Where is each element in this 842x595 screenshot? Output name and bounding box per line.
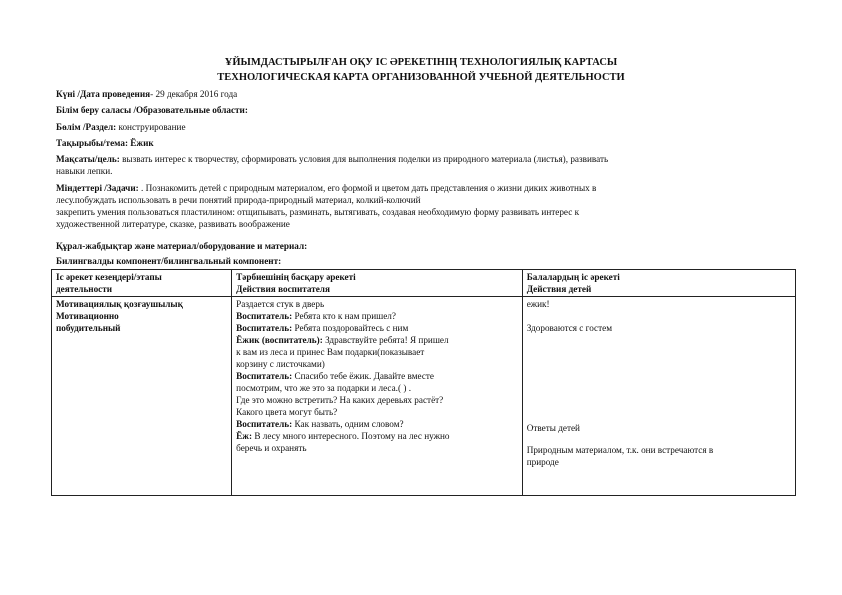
teacher-line-13: беречь и охранять [236, 443, 307, 453]
teacher-line-6: корзину с листочками) [236, 359, 325, 369]
teacher-line-5: к вам из леса и принес Вам подарки(показывает [236, 347, 425, 357]
teacher-line-10: Какого цвета могут быть? [236, 407, 338, 417]
children-line-5: природе [526, 457, 559, 467]
teacher-line-4-label: Ёжик (воспитатель): [236, 335, 323, 345]
teacher-line-11 [236, 418, 518, 430]
teacher-line-4-text: Здравствуйте ребята! Я пришел [322, 335, 449, 345]
teacher-line-9: Где это можно встретить? На каких деревьях растёт? [236, 395, 444, 405]
goal-value-1: вызвать интерес к творчеству, сформировать условия для выполнения поделки из природного материала (листья), развивать [119, 154, 609, 164]
teacher-line-3-text: Ребята поздоровайтесь с ним [292, 323, 409, 333]
tasks-value-2: лесу.побуждать использовать в речи понятий природа-природный материал, колкий-колючий [56, 195, 421, 205]
meta-area [56, 104, 796, 116]
teacher-line-1: Раздается стук в дверь [236, 299, 325, 309]
meta-topic [56, 137, 796, 149]
title-russian: ТЕХНОЛОГИЧЕСКАЯ КАРТА ОРГАНИЗОВАННОЙ УЧЕБНОЙ ДЕЯТЕЛЬНОСТИ [217, 72, 625, 83]
teacher-line-2-text: Ребята кто к нам пришел? [292, 311, 396, 321]
meta-tasks [56, 182, 796, 230]
children-line-2: Здороваются с гостем [526, 323, 613, 333]
section-value: конструирование [116, 122, 186, 132]
children-line-1: ежик! [526, 299, 550, 309]
tasks-value-1: . Познакомить детей с природным материалом, его формой и цветом дать представления о жизни диких животных в [138, 183, 597, 193]
tasks-label: Міндеттері /Задачи: [56, 183, 139, 193]
header-children [522, 270, 795, 297]
stage-line-1: Мотивациялық қозғаушылық [56, 299, 183, 309]
teacher-line-3-label: Воспитатель: [236, 323, 293, 333]
goal-label: Мақсаты/цель: [56, 154, 120, 164]
meta-date [56, 88, 796, 100]
teacher-line-12-text: В лесу много интересного. Поэтому на лес нужно [252, 431, 450, 441]
teacher-line-2-label: Воспитатель: [236, 311, 293, 321]
meta-section [56, 121, 796, 133]
equipment-label: Құрал-жабдықтар және материал/оборудование и материал: [56, 241, 308, 251]
table-header-row [52, 270, 796, 297]
children-line-3: Ответы детей [526, 423, 580, 433]
teacher-line-8: посмотрим, что же это за подарки и леса.( ) . [236, 383, 411, 393]
meta-equipment [56, 240, 796, 252]
teacher-line-11-text: Как назвать, одним словом? [292, 419, 404, 429]
teacher-line-7 [236, 370, 518, 382]
teacher-line-12-label: Ёж: [236, 431, 253, 441]
teacher-line-4 [236, 334, 518, 346]
teacher-line-11-label: Воспитатель: [236, 419, 293, 429]
area-label: Білім беру саласы /Образовательные области: [56, 105, 248, 115]
teacher-line-7-label: Воспитатель: [236, 371, 293, 381]
header-children-ru: Действия детей [526, 284, 592, 294]
teacher-line-12 [236, 430, 518, 442]
header-teacher-ru: Действия воспитателя [236, 284, 330, 294]
children-line-4: Природным материалом, т.к. они встречаются в [526, 445, 714, 455]
tasks-value-4: художественной литературе, сказке, развивать воображение [56, 219, 290, 229]
table-row [52, 297, 796, 496]
header-stage-ru: деятельности [56, 284, 113, 294]
date-label: Күні /Дата проведения [56, 89, 151, 99]
tasks-value-3: закрепить умения пользоваться пластилином: отщипывать, разминать, вытягивать, создавая необходимую форму развивать интерес к [56, 207, 580, 217]
children-cell [522, 297, 795, 496]
meta-goal [56, 153, 796, 177]
header-stage-kz: Іс әрекет кезеңдері/этапы [56, 272, 162, 282]
meta-bilingual [56, 255, 796, 267]
stage-line-3: побудительный [56, 323, 121, 333]
header-children-kz: Балалардың іс әрекеті [526, 272, 620, 282]
header-teacher-kz: Тәрбиешінің басқару әрекеті [236, 272, 356, 282]
stage-cell [52, 297, 232, 496]
stage-line-2: Мотивационно [56, 311, 119, 321]
title-kazakh: ҰЙЫМДАСТЫРЫЛҒАН ОҚУ ІС ӘРЕКЕТІНІҢ ТЕХНОЛОГИЯЛЫҚ КАРТАСЫ [224, 57, 618, 68]
goal-value-2: навыки лепки. [56, 166, 113, 176]
section-label: Бөлім /Раздел: [56, 122, 117, 132]
teacher-line-7-text: Спасибо тебе ёжик. Давайте вместе [292, 371, 435, 381]
lesson-plan-table [51, 269, 796, 496]
teacher-line-3 [236, 322, 518, 334]
date-value: - 29 декабря 2016 года [150, 89, 238, 99]
header-teacher [232, 270, 523, 297]
teacher-line-2 [236, 310, 518, 322]
teacher-cell [232, 297, 523, 496]
bilingual-label: Билингвалды компонент/билингвальный компонент: [56, 256, 282, 266]
header-stage [52, 270, 232, 297]
topic-label: Тақырыбы/тема: Ёжик [56, 138, 154, 148]
